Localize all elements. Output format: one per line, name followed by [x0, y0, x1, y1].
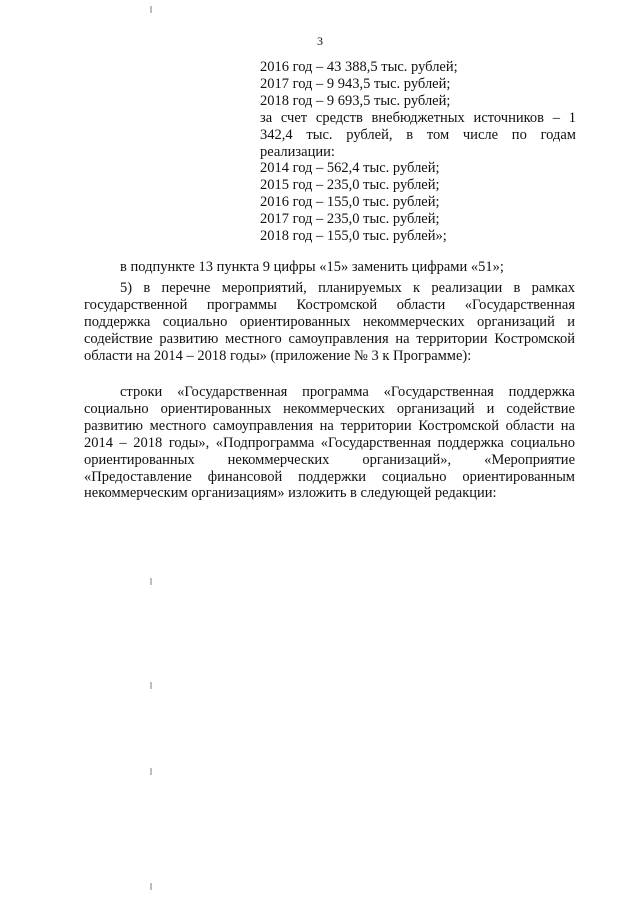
extrabudget-line-2017: 2017 год – 235,0 тыс. рублей;: [260, 211, 440, 228]
scan-mark: [150, 768, 152, 775]
item-5-paragraph: 5) в перечне мероприятий, планируемых к реализации в рамках государственной программы Костромской области «Государственная поддержка социально ориентированных некоммерческих организаций и содействие развитию местного самоуправления на территории Костромской области на 2014 – 2018 годы» (приложение № 3 к Программе):: [84, 280, 575, 364]
subpoint-paragraph: в подпункте 13 пункта 9 цифры «15» заменить цифрами «51»;: [120, 259, 504, 275]
subpoint-amendment: [84, 259, 575, 276]
funding-line-2017: 2017 год – 9 943,5 тыс. рублей;: [260, 75, 451, 92]
extrabudget-line-2014: 2014 год – 562,4 тыс. рублей;: [260, 160, 440, 177]
scan-mark: [150, 578, 152, 585]
page-number: 3: [317, 34, 323, 48]
funding-schedule: [260, 59, 576, 245]
scan-mark: [150, 883, 152, 890]
item-5-amendment: [84, 280, 575, 365]
extrabudget-line-2015: 2015 год – 235,0 тыс. рублей;: [260, 177, 440, 194]
extrabudget-line-2018: 2018 год – 155,0 тыс. рублей»;: [260, 228, 447, 245]
funding-line-2016: 2016 год – 43 388,5 тыс. рублей;: [260, 59, 458, 75]
funding-line-2018: 2018 год – 9 693,5 тыс. рублей;: [260, 92, 451, 109]
extrabudget-line-2016: 2016 год – 155,0 тыс. рублей;: [260, 194, 440, 211]
scan-mark: [150, 682, 152, 689]
scan-mark: [150, 6, 152, 13]
extrabudget-sources-text: за счет средств внебюджетных источников – 1 342,4 тыс. рублей, в том числе по годам реализации:: [260, 109, 576, 160]
rows-paragraph: строки «Государственная программа «Государственная поддержка социально ориентированных некоммерческих организаций и содействие развитию местного самоуправления на территории Костромской области на 2014 – 2018 годы», «Подпрограмма «Государственная поддержка социально ориентированных некоммерческих организаций», «Мероприятие «Предоставление финансовой поддержки социально ориентированным некоммерческим организациям» изложить в следующей редакции:: [84, 384, 575, 502]
rows-amendment: [84, 384, 575, 502]
